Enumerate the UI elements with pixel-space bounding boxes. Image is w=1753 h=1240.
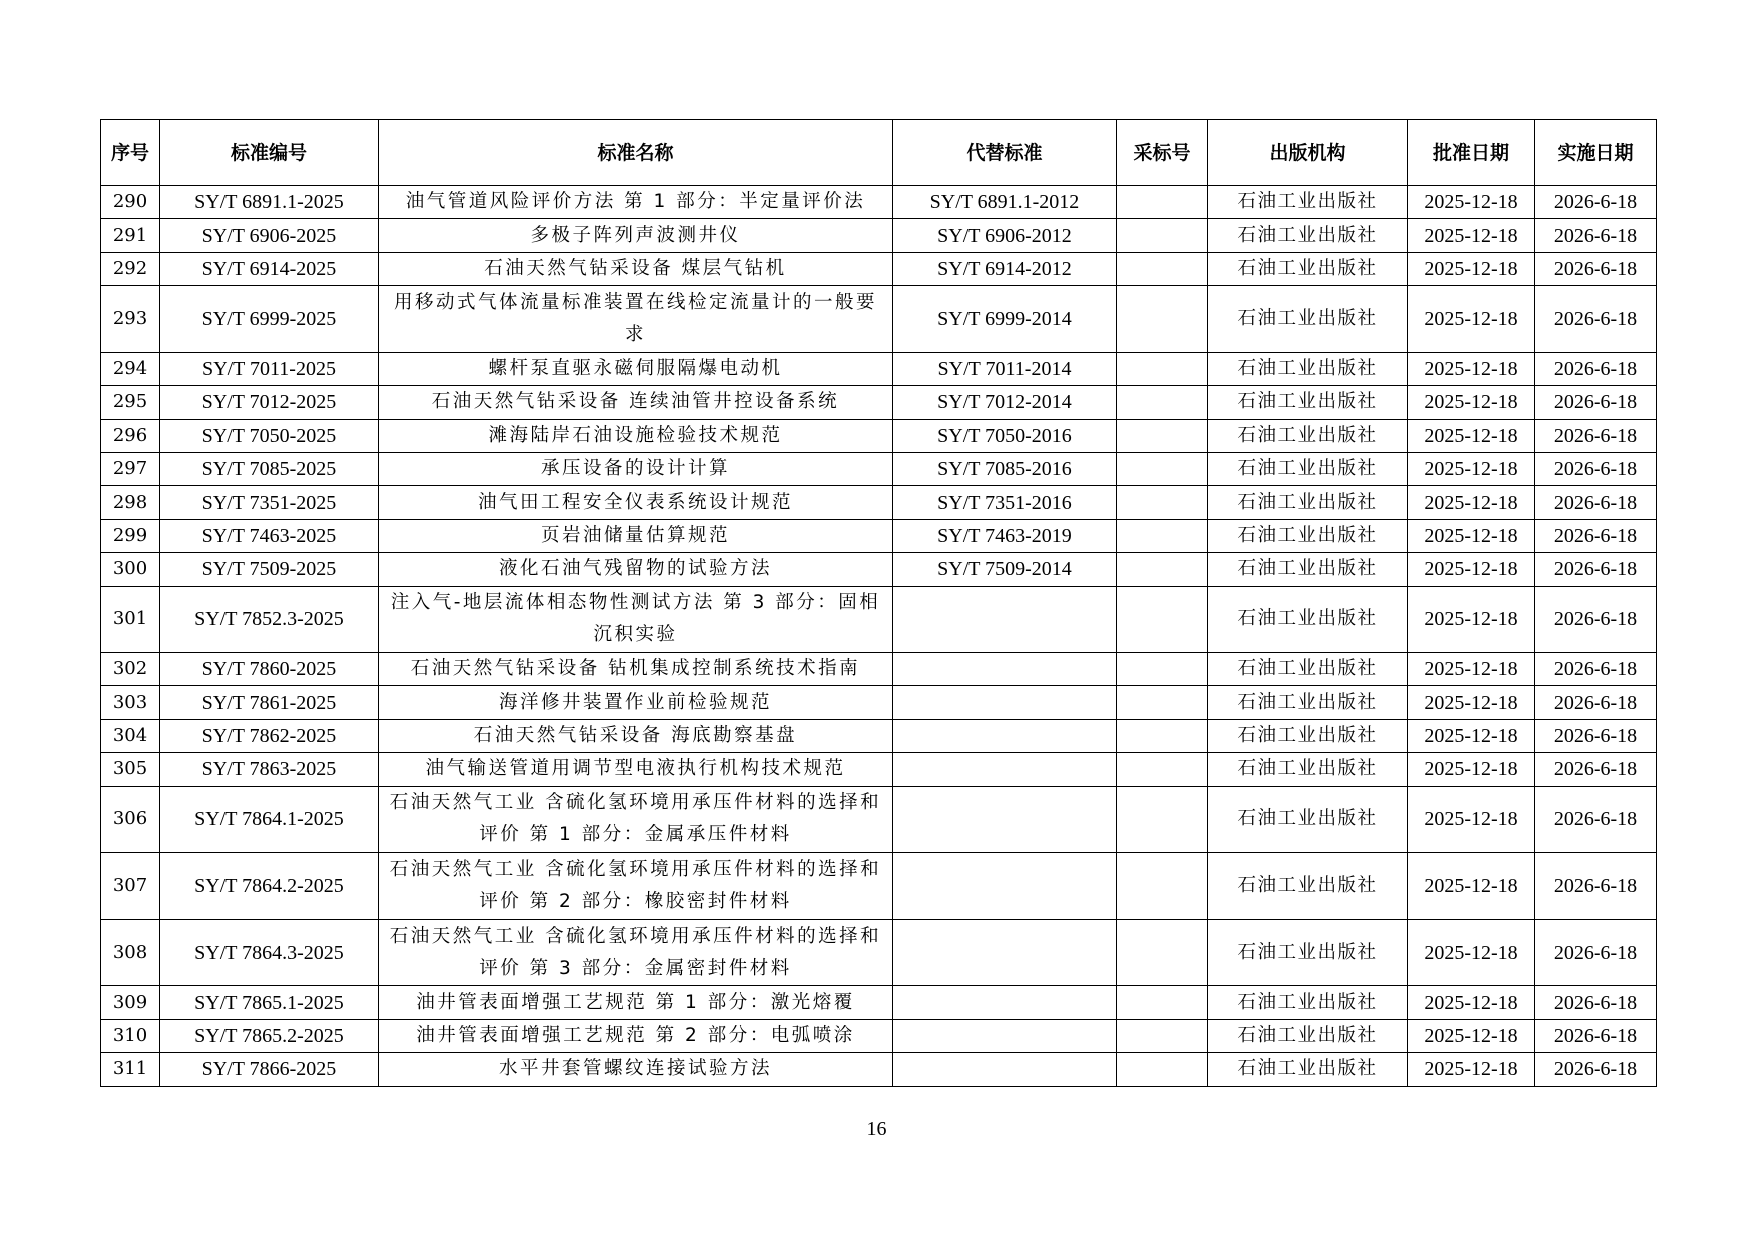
cell-replaced: SY/T 7463-2019 <box>893 519 1117 552</box>
cell-name: 用移动式气体流量标准装置在线检定流量计的一般要求 <box>379 286 893 353</box>
cell-approval-date: 2025-12-18 <box>1408 786 1535 853</box>
cell-code: SY/T 7863-2025 <box>160 753 379 786</box>
cell-name: 油井管表面增强工艺规范 第 2 部分：电弧喷涂 <box>379 1019 893 1052</box>
cell-approval-date: 2025-12-18 <box>1408 386 1535 419</box>
cell-adopted <box>1117 986 1208 1019</box>
cell-approval-date: 2025-12-18 <box>1408 653 1535 686</box>
cell-name: 油气管道风险评价方法 第 1 部分：半定量评价法 <box>379 186 893 219</box>
cell-replaced: SY/T 7012-2014 <box>893 386 1117 419</box>
cell-replaced: SY/T 7085-2016 <box>893 452 1117 485</box>
table-row <box>101 719 1657 752</box>
cell-adopted <box>1117 686 1208 719</box>
table-row <box>101 452 1657 485</box>
cell-name: 石油天然气钻采设备 海底勘察基盘 <box>379 719 893 752</box>
cell-code: SY/T 7864.3-2025 <box>160 919 379 986</box>
cell-publisher: 石油工业出版社 <box>1208 452 1408 485</box>
cell-seq: 298 <box>101 486 160 519</box>
cell-approval-date: 2025-12-18 <box>1408 919 1535 986</box>
cell-code: SY/T 7866-2025 <box>160 1053 379 1086</box>
cell-effective-date: 2026-6-18 <box>1535 452 1657 485</box>
header-adopted: 采标号 <box>1117 120 1208 186</box>
cell-name: 石油天然气工业 含硫化氢环境用承压件材料的选择和评价 第 3 部分：金属密封件材料 <box>379 919 893 986</box>
cell-publisher: 石油工业出版社 <box>1208 352 1408 385</box>
cell-publisher: 石油工业出版社 <box>1208 719 1408 752</box>
cell-replaced <box>893 786 1117 853</box>
cell-publisher: 石油工业出版社 <box>1208 1019 1408 1052</box>
cell-seq: 295 <box>101 386 160 419</box>
cell-replaced <box>893 753 1117 786</box>
cell-publisher: 石油工业出版社 <box>1208 853 1408 920</box>
cell-effective-date: 2026-6-18 <box>1535 219 1657 252</box>
cell-effective-date: 2026-6-18 <box>1535 186 1657 219</box>
cell-approval-date: 2025-12-18 <box>1408 753 1535 786</box>
cell-replaced <box>893 919 1117 986</box>
header-name: 标准名称 <box>379 120 893 186</box>
header-publisher: 出版机构 <box>1208 120 1408 186</box>
cell-effective-date: 2026-6-18 <box>1535 586 1657 653</box>
header-replaced: 代替标准 <box>893 120 1117 186</box>
cell-adopted <box>1117 919 1208 986</box>
cell-seq: 311 <box>101 1053 160 1086</box>
header-seq: 序号 <box>101 120 160 186</box>
cell-publisher: 石油工业出版社 <box>1208 753 1408 786</box>
cell-code: SY/T 7865.1-2025 <box>160 986 379 1019</box>
cell-code: SY/T 7862-2025 <box>160 719 379 752</box>
header-approval-date: 批准日期 <box>1408 120 1535 186</box>
cell-adopted <box>1117 419 1208 452</box>
cell-effective-date: 2026-6-18 <box>1535 386 1657 419</box>
cell-publisher: 石油工业出版社 <box>1208 586 1408 653</box>
cell-seq: 299 <box>101 519 160 552</box>
cell-code: SY/T 6891.1-2025 <box>160 186 379 219</box>
cell-code: SY/T 7852.3-2025 <box>160 586 379 653</box>
cell-publisher: 石油工业出版社 <box>1208 419 1408 452</box>
cell-adopted <box>1117 586 1208 653</box>
table-row <box>101 1019 1657 1052</box>
cell-effective-date: 2026-6-18 <box>1535 786 1657 853</box>
cell-replaced: SY/T 6999-2014 <box>893 286 1117 353</box>
cell-publisher: 石油工业出版社 <box>1208 786 1408 853</box>
cell-code: SY/T 7865.2-2025 <box>160 1019 379 1052</box>
cell-approval-date: 2025-12-18 <box>1408 519 1535 552</box>
cell-adopted <box>1117 786 1208 853</box>
cell-replaced: SY/T 6891.1-2012 <box>893 186 1117 219</box>
cell-effective-date: 2026-6-18 <box>1535 919 1657 986</box>
standards-table <box>100 119 1657 1087</box>
cell-replaced <box>893 653 1117 686</box>
cell-publisher: 石油工业出版社 <box>1208 186 1408 219</box>
table-row <box>101 486 1657 519</box>
table-row <box>101 219 1657 252</box>
table-row <box>101 386 1657 419</box>
cell-code: SY/T 7011-2025 <box>160 352 379 385</box>
cell-effective-date: 2026-6-18 <box>1535 719 1657 752</box>
cell-adopted <box>1117 286 1208 353</box>
cell-effective-date: 2026-6-18 <box>1535 1019 1657 1052</box>
cell-code: SY/T 7351-2025 <box>160 486 379 519</box>
cell-effective-date: 2026-6-18 <box>1535 486 1657 519</box>
cell-approval-date: 2025-12-18 <box>1408 553 1535 586</box>
table-row <box>101 753 1657 786</box>
cell-replaced <box>893 1019 1117 1052</box>
table-header <box>101 120 1657 186</box>
cell-name: 油气田工程安全仪表系统设计规范 <box>379 486 893 519</box>
cell-publisher: 石油工业出版社 <box>1208 252 1408 285</box>
cell-approval-date: 2025-12-18 <box>1408 686 1535 719</box>
table-row <box>101 553 1657 586</box>
cell-effective-date: 2026-6-18 <box>1535 352 1657 385</box>
cell-approval-date: 2025-12-18 <box>1408 486 1535 519</box>
cell-adopted <box>1117 186 1208 219</box>
cell-code: SY/T 7861-2025 <box>160 686 379 719</box>
cell-name: 注入气-地层流体相态物性测试方法 第 3 部分：固相沉积实验 <box>379 586 893 653</box>
cell-seq: 306 <box>101 786 160 853</box>
table-row <box>101 286 1657 353</box>
cell-effective-date: 2026-6-18 <box>1535 1053 1657 1086</box>
cell-name: 页岩油储量估算规范 <box>379 519 893 552</box>
cell-effective-date: 2026-6-18 <box>1535 519 1657 552</box>
cell-adopted <box>1117 486 1208 519</box>
cell-seq: 301 <box>101 586 160 653</box>
cell-publisher: 石油工业出版社 <box>1208 219 1408 252</box>
cell-replaced <box>893 1053 1117 1086</box>
cell-effective-date: 2026-6-18 <box>1535 252 1657 285</box>
table-row <box>101 653 1657 686</box>
cell-code: SY/T 7864.1-2025 <box>160 786 379 853</box>
cell-replaced: SY/T 7351-2016 <box>893 486 1117 519</box>
cell-approval-date: 2025-12-18 <box>1408 586 1535 653</box>
cell-publisher: 石油工业出版社 <box>1208 919 1408 986</box>
cell-replaced <box>893 986 1117 1019</box>
cell-adopted <box>1117 386 1208 419</box>
cell-seq: 304 <box>101 719 160 752</box>
cell-name: 油井管表面增强工艺规范 第 1 部分：激光熔覆 <box>379 986 893 1019</box>
cell-adopted <box>1117 553 1208 586</box>
cell-adopted <box>1117 519 1208 552</box>
table-row <box>101 986 1657 1019</box>
cell-approval-date: 2025-12-18 <box>1408 252 1535 285</box>
cell-replaced <box>893 719 1117 752</box>
cell-code: SY/T 7463-2025 <box>160 519 379 552</box>
cell-seq: 309 <box>101 986 160 1019</box>
table-row <box>101 586 1657 653</box>
table-row <box>101 519 1657 552</box>
cell-seq: 297 <box>101 452 160 485</box>
cell-publisher: 石油工业出版社 <box>1208 986 1408 1019</box>
cell-adopted <box>1117 1053 1208 1086</box>
cell-name: 螺杆泵直驱永磁伺服隔爆电动机 <box>379 352 893 385</box>
cell-replaced <box>893 686 1117 719</box>
cell-adopted <box>1117 219 1208 252</box>
cell-seq: 307 <box>101 853 160 920</box>
cell-name: 石油天然气工业 含硫化氢环境用承压件材料的选择和评价 第 2 部分：橡胶密封件材料 <box>379 853 893 920</box>
header-row <box>101 120 1657 186</box>
cell-approval-date: 2025-12-18 <box>1408 186 1535 219</box>
cell-effective-date: 2026-6-18 <box>1535 753 1657 786</box>
cell-effective-date: 2026-6-18 <box>1535 553 1657 586</box>
cell-seq: 296 <box>101 419 160 452</box>
cell-replaced: SY/T 6914-2012 <box>893 252 1117 285</box>
cell-code: SY/T 7864.2-2025 <box>160 853 379 920</box>
cell-replaced: SY/T 7011-2014 <box>893 352 1117 385</box>
cell-publisher: 石油工业出版社 <box>1208 286 1408 353</box>
cell-approval-date: 2025-12-18 <box>1408 419 1535 452</box>
cell-publisher: 石油工业出版社 <box>1208 486 1408 519</box>
cell-name: 多极子阵列声波测井仪 <box>379 219 893 252</box>
cell-replaced: SY/T 7050-2016 <box>893 419 1117 452</box>
cell-publisher: 石油工业出版社 <box>1208 686 1408 719</box>
cell-adopted <box>1117 252 1208 285</box>
cell-adopted <box>1117 719 1208 752</box>
cell-adopted <box>1117 653 1208 686</box>
cell-publisher: 石油工业出版社 <box>1208 553 1408 586</box>
cell-publisher: 石油工业出版社 <box>1208 1053 1408 1086</box>
cell-approval-date: 2025-12-18 <box>1408 1019 1535 1052</box>
cell-name: 滩海陆岸石油设施检验技术规范 <box>379 419 893 452</box>
cell-effective-date: 2026-6-18 <box>1535 853 1657 920</box>
cell-approval-date: 2025-12-18 <box>1408 352 1535 385</box>
header-code: 标准编号 <box>160 120 379 186</box>
cell-seq: 292 <box>101 252 160 285</box>
cell-adopted <box>1117 753 1208 786</box>
cell-adopted <box>1117 452 1208 485</box>
cell-code: SY/T 7050-2025 <box>160 419 379 452</box>
table-row <box>101 786 1657 853</box>
cell-code: SY/T 6906-2025 <box>160 219 379 252</box>
cell-replaced <box>893 586 1117 653</box>
cell-seq: 310 <box>101 1019 160 1052</box>
cell-approval-date: 2025-12-18 <box>1408 219 1535 252</box>
cell-seq: 294 <box>101 352 160 385</box>
table-row <box>101 352 1657 385</box>
cell-replaced: SY/T 6906-2012 <box>893 219 1117 252</box>
cell-seq: 303 <box>101 686 160 719</box>
cell-code: SY/T 7085-2025 <box>160 452 379 485</box>
cell-adopted <box>1117 352 1208 385</box>
cell-adopted <box>1117 853 1208 920</box>
cell-name: 石油天然气工业 含硫化氢环境用承压件材料的选择和评价 第 1 部分：金属承压件材料 <box>379 786 893 853</box>
table-row <box>101 186 1657 219</box>
cell-approval-date: 2025-12-18 <box>1408 1053 1535 1086</box>
cell-name: 海洋修井装置作业前检验规范 <box>379 686 893 719</box>
cell-seq: 305 <box>101 753 160 786</box>
cell-code: SY/T 6914-2025 <box>160 252 379 285</box>
cell-seq: 300 <box>101 553 160 586</box>
cell-effective-date: 2026-6-18 <box>1535 686 1657 719</box>
cell-effective-date: 2026-6-18 <box>1535 286 1657 353</box>
cell-approval-date: 2025-12-18 <box>1408 286 1535 353</box>
table-row <box>101 853 1657 920</box>
table-body <box>101 186 1657 1087</box>
cell-code: SY/T 7509-2025 <box>160 553 379 586</box>
cell-replaced <box>893 853 1117 920</box>
cell-name: 水平井套管螺纹连接试验方法 <box>379 1053 893 1086</box>
cell-effective-date: 2026-6-18 <box>1535 419 1657 452</box>
cell-adopted <box>1117 1019 1208 1052</box>
header-effective-date: 实施日期 <box>1535 120 1657 186</box>
table-row <box>101 419 1657 452</box>
cell-approval-date: 2025-12-18 <box>1408 452 1535 485</box>
cell-seq: 290 <box>101 186 160 219</box>
cell-approval-date: 2025-12-18 <box>1408 986 1535 1019</box>
cell-effective-date: 2026-6-18 <box>1535 653 1657 686</box>
cell-publisher: 石油工业出版社 <box>1208 519 1408 552</box>
cell-publisher: 石油工业出版社 <box>1208 653 1408 686</box>
cell-name: 油气输送管道用调节型电液执行机构技术规范 <box>379 753 893 786</box>
cell-seq: 302 <box>101 653 160 686</box>
table-row <box>101 252 1657 285</box>
cell-code: SY/T 7860-2025 <box>160 653 379 686</box>
cell-name: 石油天然气钻采设备 煤层气钻机 <box>379 252 893 285</box>
cell-name: 液化石油气残留物的试验方法 <box>379 553 893 586</box>
table-row <box>101 1053 1657 1086</box>
page-number: 16 <box>866 1118 887 1140</box>
cell-code: SY/T 7012-2025 <box>160 386 379 419</box>
cell-name: 石油天然气钻采设备 钻机集成控制系统技术指南 <box>379 653 893 686</box>
cell-name: 石油天然气钻采设备 连续油管井控设备系统 <box>379 386 893 419</box>
cell-replaced: SY/T 7509-2014 <box>893 553 1117 586</box>
cell-publisher: 石油工业出版社 <box>1208 386 1408 419</box>
cell-seq: 308 <box>101 919 160 986</box>
cell-approval-date: 2025-12-18 <box>1408 719 1535 752</box>
table-row <box>101 919 1657 986</box>
cell-seq: 291 <box>101 219 160 252</box>
table-row <box>101 686 1657 719</box>
cell-name: 承压设备的设计计算 <box>379 452 893 485</box>
cell-seq: 293 <box>101 286 160 353</box>
cell-effective-date: 2026-6-18 <box>1535 986 1657 1019</box>
cell-approval-date: 2025-12-18 <box>1408 853 1535 920</box>
cell-code: SY/T 6999-2025 <box>160 286 379 353</box>
